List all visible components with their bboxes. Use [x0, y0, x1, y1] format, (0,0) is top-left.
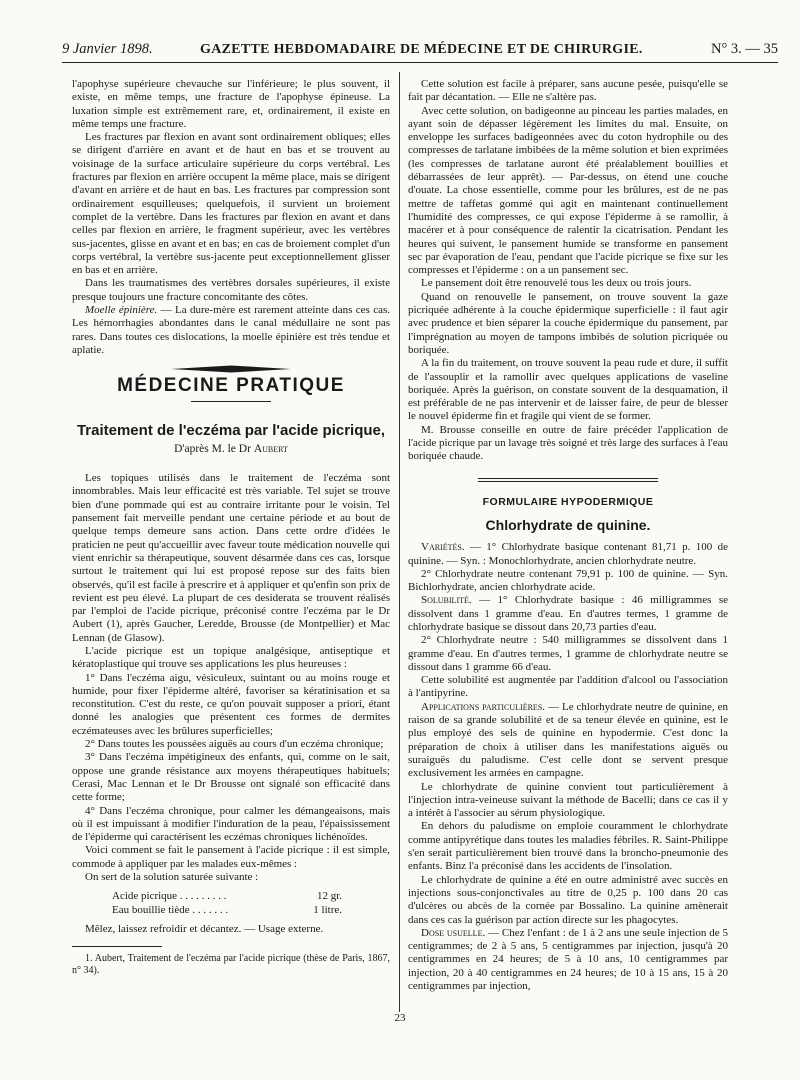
recipe-ingredient: Acide picrique . . . . . . . . .: [112, 890, 227, 903]
column-divider: [399, 72, 400, 1012]
paragraph: [408, 568, 728, 595]
paragraph-text: Cette solubilité est augmentée par l'addition d'alcool ou l'association à l'antipyrine.: [408, 674, 728, 700]
page-number: 23: [394, 1012, 406, 1024]
paragraph-text: — Chez l'enfant : de 1 à 2 ans une seule injection de 5 centigrammes; de 2 à 5 ans, 5 centigrammes par injection, jusqu'à 20 centigrammes en 24 heures; de 5 à 10 ans, 10 centigrammes par injection, 20 à 40 centigrammes en 24 heures; de 10 à 15 ans, 15 à 20 centigrammes par injection,: [408, 926, 728, 992]
paragraph: [408, 781, 728, 821]
paragraph: Le pansement doit être renouvelé tous les deux ou trois jours.: [421, 277, 692, 290]
paragraph-text: — Le chlorhydrate neutre de quinine, en raison de sa grande solubilité et de sa teneur élevée en quinine, est le plus employé des sels de quinine en hypodermie. C'est donc la préparation de choix à utiliser dans les manifestations aiguës ou suraiguës du paludisme. C'est celle dont se servent presque exclusivement les armées en campagne.: [408, 700, 729, 780]
article-title: Traitement de l'eczéma par l'acide picrique,: [76, 421, 386, 439]
paragraph: [408, 674, 728, 701]
paragraph: Avec cette solution, on badigeonne au pinceau les parties malades, en ayant soin de dépasser légèrement les limites du mal. Ensuite, on enveloppe les surfaces badigeonnées avec du coton hydrophile ou des compresses de tarlatane imbibées de la même solution et bien exprimées (les compresses de tarlatane auront été préalablement bouillies et débarrassées de leur apprêt). — Par-dessus, on étend une couche d'ouate. La chose essentielle, comme pour les brûlures, est de ne pas mettre de taffetas gommé qui agit en maintenant continuellement l'humidité des compresses, ce qui expose l'épiderme à se ramollir, à macérer et à pour conséquence de ralentir la cicatrisation. Pendant les heures qui suivent, le pansement humide se transforme en pansement sec par évaporation de l'eau, pendant que l'acide picrique se fixe sur les compresses et l'épiderme : on a un pansement sec.: [408, 104, 728, 277]
recipe-row: [112, 890, 342, 903]
recipe-ingredient: Eau bouillie tiède . . . . . . .: [112, 903, 229, 916]
paragraph-label: Dose usuelle.: [421, 926, 486, 939]
paragraph: 1° Dans l'eczéma aigu, vésiculeux, suintant ou au moins rouge et humide, pour fixer l'épiderme altéré, favoriser sa kératinisation et sa reconstitution. C'est du reste, ce qu'on pouvait supposer a priori, étant donné les analogies que présentent ces formes de dermites eczémateuses avec les brûlures superficielles;: [72, 671, 390, 737]
paragraph: Cette solution est facile à préparer, sans aucune pesée, puisqu'elle se fait par décantation. — Elle ne s'altère pas.: [408, 78, 728, 104]
byline-author: Aubert: [253, 442, 288, 455]
section-title: MÉDECINE PRATIQUE: [117, 375, 345, 397]
paragraph: On sert de la solution saturée suivante :: [85, 871, 259, 884]
header-date: 9 Janvier 1898.: [62, 41, 153, 57]
moelle-text: — La dure-mère est rarement atteinte dans ces cas. Les hémorrhagies abondantes dans le canal médullaire ne sont pas rares. Dans toutes ces dislocations, la moelle épinière est très tendue et aplatie.: [72, 304, 390, 356]
recipe-quantity: 12 gr.: [316, 890, 342, 903]
paragraph: [408, 927, 728, 993]
paragraph: [408, 820, 728, 873]
paragraph: Voici comment se fait le pansement à l'acide picrique : il est simple, commode à appliquer par les malades eux-mêmes :: [72, 844, 390, 870]
paragraph-label: Applications particulières.: [421, 700, 546, 713]
section-rule: [191, 401, 271, 402]
paragraph: Quand on renouvelle le pansement, on trouve souvent la gaze picriquée adhérente à la couche épidermique superficielle : il faut agir avec prudence et bien séparer la couche épidermique du pansement, par l'imprégnation au moyen de tampons imbibés de solution picriquée ou boriquée.: [408, 290, 728, 356]
right-column: [408, 78, 728, 993]
paragraph-text: — 1° Chlorhydrate basique : 46 milligrammes se dissolvent dans 1 gramme d'eau. En d'autres termes, 1 gramme de chlorhydrate basique se dissout dans 20,73 parties d'eau.: [408, 594, 728, 633]
paragraph: 3° Dans l'eczéma impétigineux des enfants, qui, comme on le sait, oppose une grande résistance aux moyens thérapeutiques habituels; Cerasi, Mac Lennan et le Dr Brousse ont signalé son efficacité dans cette forme;: [72, 751, 390, 804]
footnote: 1. Aubert, Traitement de l'eczéma par l'acide picrique (thèse de Paris, 1867, n° 34).: [72, 953, 390, 977]
byline-prefix: D'après M. le Dr: [174, 442, 254, 455]
paragraph: Mêlez, laissez refroidir et décantez. — Usage externe.: [85, 922, 324, 935]
header-title: GAZETTE HEBDOMADAIRE DE MÉDECINE ET DE CHIRURGIE.: [200, 42, 643, 57]
paragraph: [408, 874, 728, 927]
footnote-rule: [72, 946, 162, 947]
running-header: [62, 38, 778, 63]
paragraph-label: Solubilité.: [421, 594, 472, 607]
paragraph-text: En dehors du paludisme on emploie couramment le chlorhydrate comme antipyrétique dans toutes les maladies fébriles. R. Saint-Philippe s'en serait particulièrement bien trouvé dans la broncho-pneumonie des enfants. Binz l'a préconisé dans les accidents de l'insolation.: [408, 820, 728, 873]
paragraph: M. Brousse conseille en outre de faire précéder l'application de l'acide picrique par un lavage très soigné et très large des surfaces à l'eau boriquée chaude.: [408, 423, 728, 463]
paragraph: 4° Dans l'eczéma chronique, pour calmer les démangeaisons, mais où il est impuissant à modifier l'induration de la peau, l'épaississement de l'épiderme qui caractérisent les eczémas chroniques lichénoïdes.: [72, 804, 390, 844]
paragraph: Dans les traumatismes des vertèbres dorsales supérieures, il existe presque toujours une fracture concomitante des côtes.: [72, 277, 390, 303]
recipe-row: [112, 904, 342, 917]
byline: [72, 443, 390, 456]
paragraph: l'apophyse supérieure chevauche sur l'inférieure; le plus souvent, il existe, en même temps, une fracture de l'apophyse épineuse. La luxation simple est extrêmement rare, et, ordinairement, il existe en même temps une fracture.: [72, 78, 390, 130]
paragraph: [72, 304, 390, 357]
paragraph: [408, 634, 728, 674]
recipe-quantity: 1 litre.: [313, 903, 342, 916]
recipe: [112, 890, 342, 917]
ornament-divider: [171, 365, 291, 373]
paragraph: Les fractures par flexion en avant sont ordinairement obliques; elles se dirigent d'arrière en avant et de haut en bas et se trouvent au voisinage de la surface articulaire supérieure du corps vertébral. Les fractures par flexion en arrière occupent la même place, mais se dirigent d'avant en arrière et de haut en bas. Les fractures par compression sont ordinairement esquilleuses; quelquefois, il survient un broiement complet de la vertèbre. Dans les fractures par flexion en avant et dans celles par flexion en arrière, le fragment supérieur, avec les vertèbres sus-jacentes, glisse en avant et en bas; en cas de broiement complet d'un corps vertébral, la vertèbre sus-jacente peut exceptionnellement glisser en bas et en arrière.: [72, 131, 390, 277]
paragraph: [408, 541, 728, 568]
paragraph-text: Le chlorhydrate de quinine convient tout particulièrement à l'injection intra-veineuse suivant la méthode de Bacelli; dans ce cas il y a intérêt à l'associer au sérum physiologique.: [408, 780, 728, 820]
header-issue: N° 3. — 35: [710, 41, 778, 57]
paragraph: [408, 701, 728, 781]
paragraph-text: 2° Chlorhydrate neutre : 540 milligrammes se dissolvent dans 1 gramme d'eau. En d'autres termes, 1 gramme de chlorhydrate neutre se dissout dans 1 gramme 66 d'eau.: [408, 634, 728, 673]
paragraph: 2° Dans toutes les poussées aiguës au cours d'un eczéma chronique;: [85, 738, 384, 751]
paragraph-text: 2° Chlorhydrate neutre contenant 79,91 p. 100 de quinine. — Syn. Bichlorhydrate, ancien chlorhydrate acide.: [408, 567, 728, 594]
paragraph: [408, 594, 728, 634]
formulaire-subtitle: Chlorhydrate de quinine.: [485, 516, 651, 533]
paragraph-label: Variétés.: [421, 541, 465, 554]
moelle-label: Moelle épinière.: [85, 304, 158, 317]
paragraph-text: Le chlorhydrate de quinine a été en outre administré avec succès en injections sous-conjonctivales au titre de 0,25 p. 100 dans 20 cas d'ulcères ou abcès de la cornée par Bossalino. La quinine amènerait dans ces cas la guérison par action directe sur les phagocytes.: [408, 873, 728, 926]
paragraph: Les topiques utilisés dans le traitement de l'eczéma sont innombrables. Mais leur efficacité est très variable. Tel sujet se trouve bien d'une pommade qui est au contraire irritante pour le voisin. Tel pansement fait merveille pendant une certaine période et au bout de quelque temps demeure sans action. Dans cette ordre d'idées le praticien ne peut qu'accueillir avec faveur toute médication nouvelle qui vient enrichir sa thérapeutique, souvent désarmée dans ces cas, lorsque surtout le traitement qui lui est proposé repose sur des faits bien observés, qu'il est facile à prescrire et à appliquer et qu'enfin son prix de revient est peu élevé. La plupart de ces desiderata se trouvent réalisés par l'emploi de l'acide picrique, préconisé contre l'eczéma par le Dr Aubert (1), après Gaucher, Leredde, Brousse (de Montpellier) et Mac Lennan (de Glasow).: [72, 472, 390, 644]
left-column: [72, 78, 390, 977]
paragraph: L'acide picrique est un topique analgésique, antiseptique et kératoplastique qui trouve ses applications les plus heureuses :: [72, 644, 390, 671]
paragraph-text: — 1° Chlorhydrate basique contenant 81,71 p. 100 de quinine. — Syn. : Monochlorhydrate, ancien chlorhydrate neutre.: [408, 541, 728, 567]
formulaire-title: FORMULAIRE HYPODERMIQUE: [482, 495, 654, 508]
paragraph: A la fin du traitement, on trouve souvent la peau rude et dure, il suffit de l'assouplir et la ramollir avec quelques applications de vaseline boriquée. Après la guérison, on constate souvent de la desquamation, il est préférable de ne pas intervenir et de laisser faire, de peur de blesser le nouvel épiderme fin et fragile qui vient de se former.: [408, 357, 728, 423]
separator-rule: [478, 478, 658, 482]
